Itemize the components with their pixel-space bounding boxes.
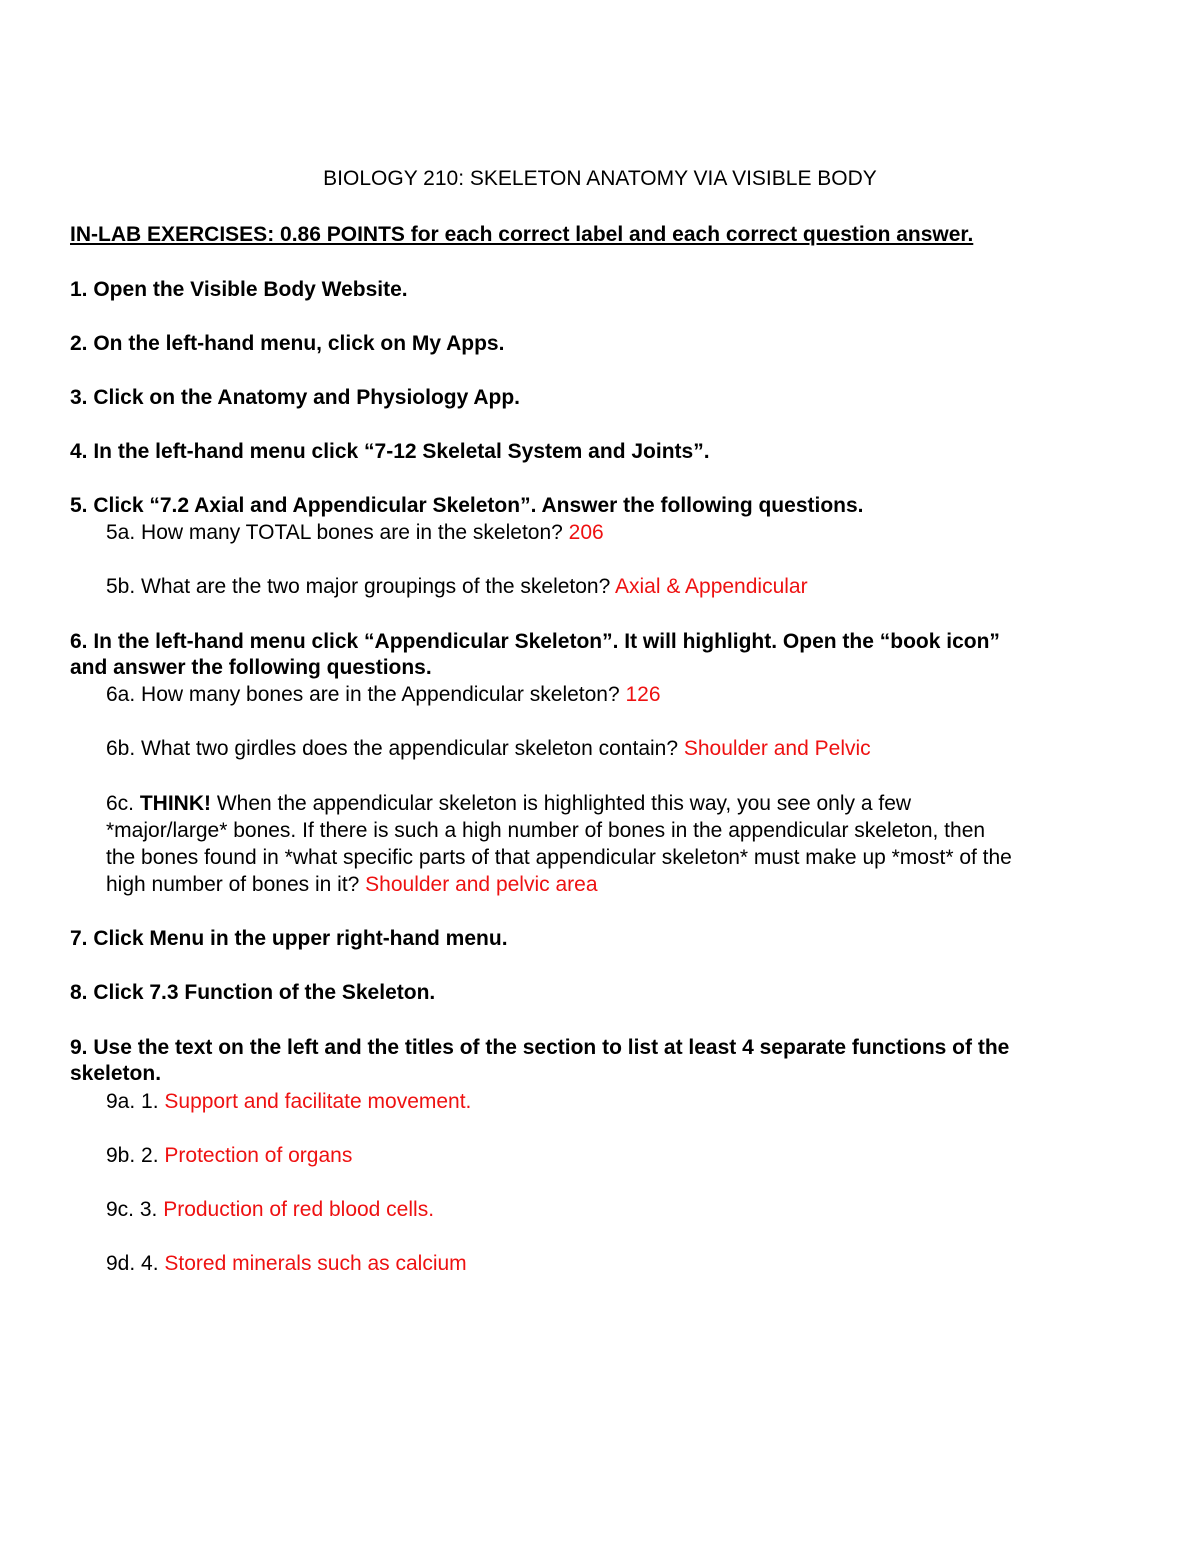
think-label: THINK! [139,792,212,815]
answer-9b: Protection of organs [164,1144,353,1167]
question-6c-text-1: When the appendicular skeleton is highlighted this way, you see only a few [211,792,912,815]
question-6b [106,736,871,762]
question-5b-text: 5b. What are the two major groupings of the skeleton? [106,575,615,598]
step-8: 8. Click 7.3 Function of the Skeleton. [70,981,436,1004]
answer-5a: 206 [568,521,604,544]
question-6c-text-4: high number of bones in it? [106,873,366,896]
step-9-line-2: skeleton. [70,1062,162,1085]
question-6c-line-3: the bones found in *what specific parts of that appendicular skeleton* must make up *most* of the [106,846,1012,869]
answer-9c: Production of red blood cells. [163,1198,435,1221]
question-6a [106,682,661,708]
step-2: 2. On the left-hand menu, click on My Apps. [70,332,505,355]
step-7: 7. Click Menu in the upper right-hand menu. [70,927,508,950]
question-6c-line-4 [106,872,598,898]
step-6-line-1: 6. In the left-hand menu click “Appendicular Skeleton”. It will highlight. Open the “book icon” [70,630,1000,653]
answer-6a: 126 [625,683,661,706]
answer-6b: Shoulder and Pelvic [683,737,871,760]
question-5a-text: 5a. How many TOTAL bones are in the skeleton? [106,521,569,544]
question-9a [106,1089,471,1115]
step-9-line-1: 9. Use the text on the left and the titles of the section to list at least 4 separate functions of the [70,1036,1010,1059]
question-5a [106,520,604,546]
question-9a-text: 9a. 1. [106,1090,165,1113]
answer-9d: Stored minerals such as calcium [164,1252,467,1275]
step-5: 5. Click “7.2 Axial and Appendicular Skeleton”. Answer the following questions. [70,494,864,517]
question-9b [106,1143,352,1169]
answer-5b: Axial & Appendicular [614,575,808,598]
question-6c-prefix: 6c. [106,792,140,815]
answer-9a: Support and facilitate movement. [164,1090,472,1113]
question-6c-line-2: *major/large* bones. If there is such a high number of bones in the appendicular skeleton, then [106,819,986,842]
question-9c-text: 9c. 3. [106,1198,164,1221]
question-6b-text: 6b. What two girdles does the appendicular skeleton contain? [106,737,684,760]
question-6c-line-1 [106,791,911,817]
question-9d [106,1251,467,1277]
answer-6c: Shoulder and pelvic area [365,873,598,896]
question-9d-text: 9d. 4. [106,1252,165,1275]
question-5b [106,574,808,600]
page-title: BIOLOGY 210: SKELETON ANATOMY VIA VISIBLE BODY [323,167,877,190]
step-4: 4. In the left-hand menu click “7-12 Skeletal System and Joints”. [70,440,710,463]
step-1: 1. Open the Visible Body Website. [70,278,408,301]
question-6a-text: 6a. How many bones are in the Appendicular skeleton? [106,683,626,706]
instructions-heading: IN-LAB EXERCISES: 0.86 POINTS for each correct label and each correct question answer. [70,223,974,246]
step-6-line-2: and answer the following questions. [70,656,432,679]
step-3: 3. Click on the Anatomy and Physiology App. [70,386,521,409]
question-9c [106,1197,434,1223]
question-9b-text: 9b. 2. [106,1144,165,1167]
